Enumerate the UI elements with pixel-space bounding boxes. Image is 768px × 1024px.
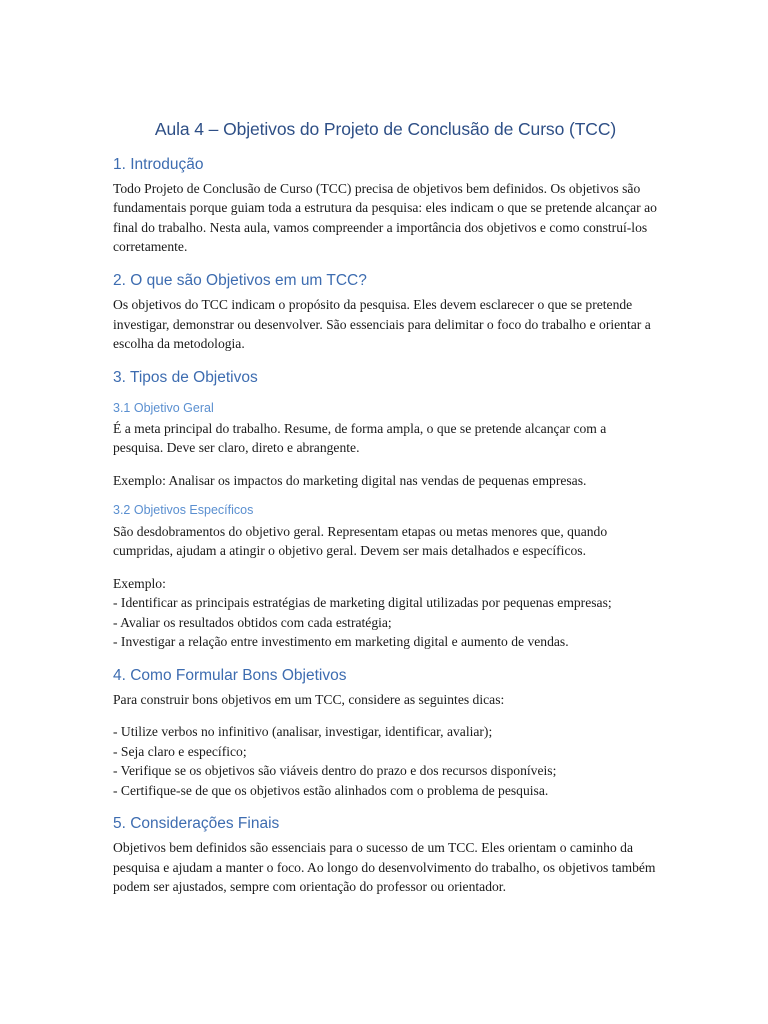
list-item: - Certifique-se de que os objetivos estão alinhados com o problema de pesquisa. [113,782,549,798]
subsection-body-3-1: É a meta principal do trabalho. Resume, de forma ampla, o que se pretende alcançar com a pesquisa. Deve ser claro, direto e abrangente. [113,420,607,456]
section-heading-5: 5. Considerações Finais [113,815,280,833]
section-heading-4: 4. Como Formular Bons Objetivos [113,666,347,684]
subsection-heading-3-2: 3.2 Objetivos Específicos [113,503,254,518]
section-body-1: Todo Projeto de Conclusão de Curso (TCC) precisa de objetivos bem definidos. Os objetivos são fundamentais porque guiam toda a estrutura da pesquisa: eles indicam o que se pretende alcançar ao final do trabalho. Nesta aula, vamos compreender a importância dos objetivos e como construí-los corretamente. [113,180,657,255]
subsection-objetivos-especificos [113,502,658,651]
subsection-body-3-2: São desdobramentos do objetivo geral. Representam etapas ou metas menores que, quando cumpridas, ajudam a atingir o objetivo geral. Devem ser mais detalhados e específicos. [113,523,608,559]
section-body-5: Objetivos bem definidos são essenciais para o sucesso de um TCC. Eles orientam o caminho da pesquisa e ajudam a manter o foco. Ao longo do desenvolvimento do trabalho, os objetivos também podem ser ajustados, sempre com orientação do professor ou orientador. [113,840,656,895]
section-o-que-sao [113,271,658,354]
section-heading-3: 3. Tipos de Objetivos [113,368,258,386]
page-title: Aula 4 – Objetivos do Projeto de Conclusão de Curso (TCC) [154,119,617,139]
subsection-objetivo-geral [113,400,658,491]
section-como-formular [113,666,658,801]
list-item: - Seja claro e específico; [113,743,247,759]
list-item: - Verifique se os objetivos são viáveis dentro do prazo e dos recursos disponíveis; [113,763,557,779]
section-heading-2: 2. O que são Objetivos em um TCC? [113,271,367,289]
document-page [113,118,658,897]
section-introducao [113,155,658,257]
list-item: - Investigar a relação entre investimento em marketing digital e aumento de vendas. [113,634,569,650]
tips-list [113,722,658,800]
section-tipos [113,368,658,652]
example-label: Exemplo: [113,575,166,591]
section-heading-1: 1. Introdução [113,155,204,173]
section-intro-4: Para construir bons objetivos em um TCC, considere as seguintes dicas: [113,691,505,707]
subsection-example-3-1: Exemplo: Analisar os impactos do marketing digital nas vendas de pequenas empresas. [113,472,587,488]
section-body-2: Os objetivos do TCC indicam o propósito da pesquisa. Eles devem esclarecer o que se pretende investigar, demonstrar ou desenvolver. São essenciais para delimitar o foco do trabalho e orientar a escolha da metodologia. [113,297,651,352]
section-consideracoes [113,814,658,897]
list-item: - Identificar as principais estratégias de marketing digital utilizadas por pequenas empresas; [113,595,612,611]
list-item: - Avaliar os resultados obtidos com cada estratégia; [113,614,392,630]
subsection-heading-3-1: 3.1 Objetivo Geral [113,400,214,415]
example-list [113,574,658,652]
list-item: - Utilize verbos no infinitivo (analisar, investigar, identificar, avaliar); [113,724,493,740]
